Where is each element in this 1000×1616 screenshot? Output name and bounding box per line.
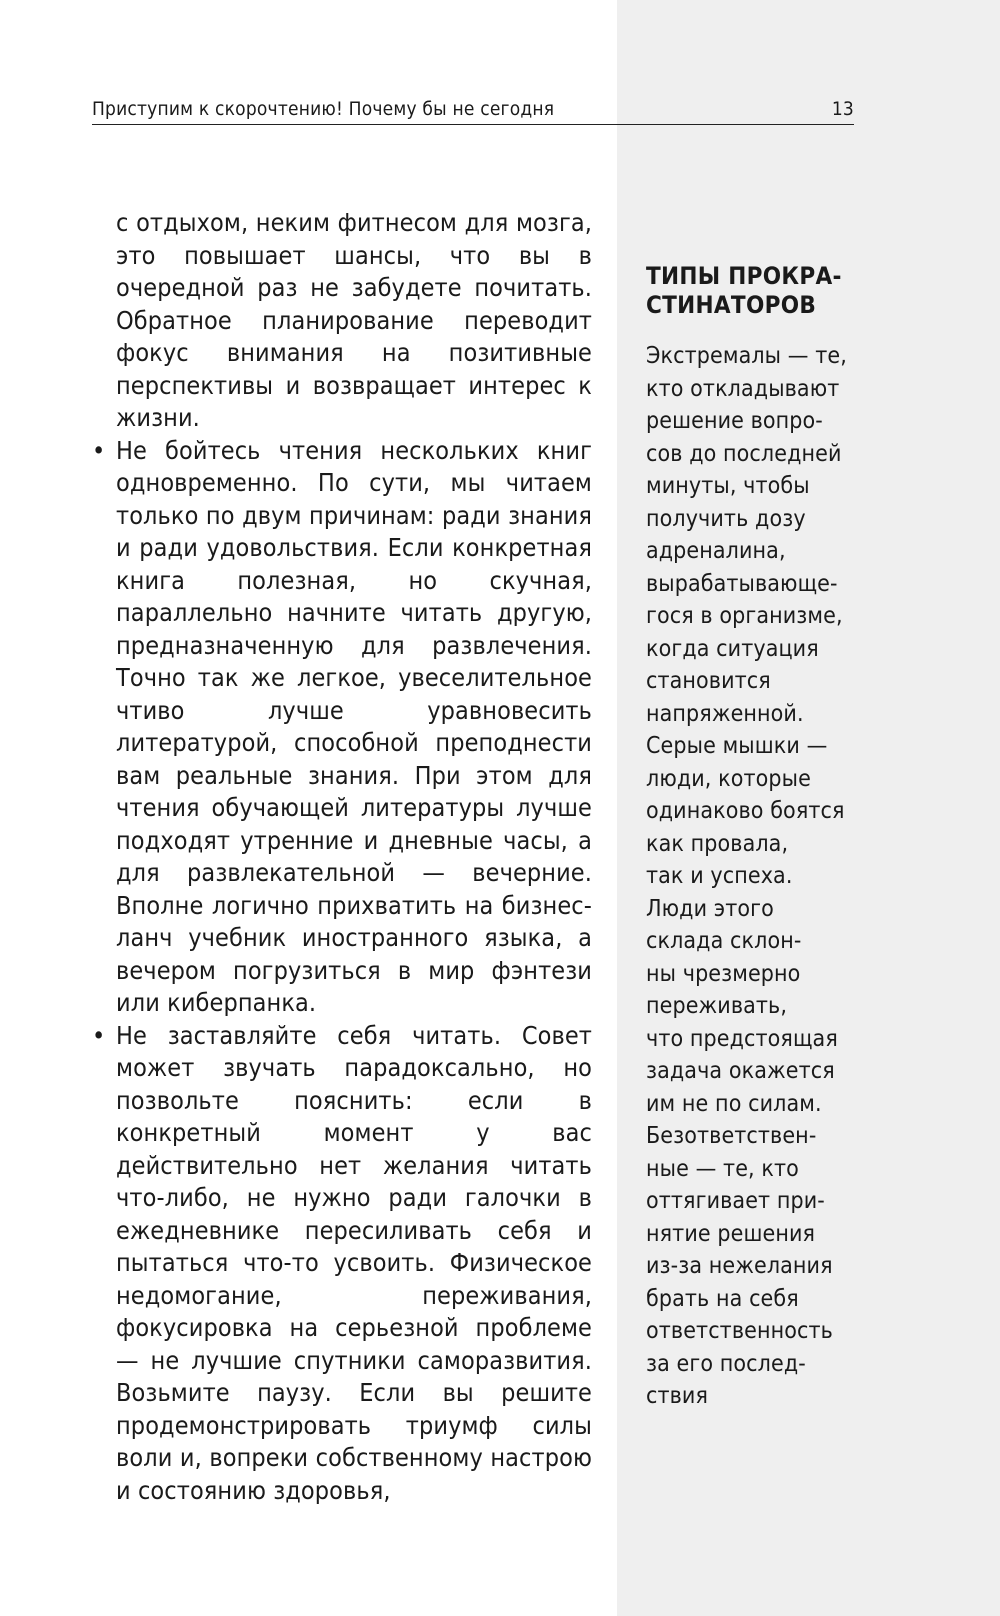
sidebar-line: ответственность bbox=[646, 1318, 833, 1344]
sidebar-line: получить дозу bbox=[646, 505, 806, 532]
sidebar-line: им не по силам. bbox=[646, 1090, 822, 1117]
sidebar-text bbox=[646, 340, 868, 1413]
sidebar-line: когда ситуация bbox=[646, 635, 819, 662]
page-number: 13 bbox=[831, 98, 854, 120]
running-header bbox=[92, 98, 854, 125]
sidebar-line: ны чрезмерно bbox=[646, 960, 801, 987]
sidebar-line: ствия bbox=[646, 1383, 709, 1409]
sidebar-line: одинаково боятся bbox=[646, 798, 845, 824]
list-item-text: Не заставляйте себя читать. Совет может звучать парадоксально, но позвольте пояснить: если в конкретный момент у вас действительно нет желания читать что-либо, не нужно ради галочки в ежедневнике пересиливать себя и пытаться что-то усвоить. Физическое недомогание, переживания, фокусировка на серьезной проблеме — не лучшие спутники саморазвития. Возьмите паузу. Если вы решите продемонстрировать триумф силы воли и, вопреки собственному настрою и состоянию здоровья, bbox=[116, 1020, 592, 1505]
bullet-icon: • bbox=[92, 1020, 106, 1050]
sidebar-line: брать на себя bbox=[646, 1285, 799, 1312]
bullet-icon: • bbox=[92, 435, 106, 465]
sidebar-line: задача окажется bbox=[646, 1058, 835, 1084]
sidebar-line: адреналина, bbox=[646, 538, 786, 564]
sidebar-line: Люди этого bbox=[646, 895, 774, 922]
sidebar-line: склада склон- bbox=[646, 928, 802, 954]
sidebar-heading-line: ТИПЫ ПРОКРА- bbox=[646, 262, 842, 290]
sidebar-line: становится bbox=[646, 668, 771, 694]
sidebar-line: люди, которые bbox=[646, 765, 811, 792]
sidebar-line: решение вопро- bbox=[646, 408, 823, 434]
sidebar-line: переживать, bbox=[646, 993, 788, 1019]
sidebar-line: вырабатывающе- bbox=[646, 570, 838, 597]
sidebar-line: Серые мышки — bbox=[646, 733, 828, 759]
sidebar-line: сов до последней bbox=[646, 440, 842, 467]
main-column bbox=[92, 207, 592, 1507]
chapter-title: Приступим к скорочтению! Почему бы не сегодня bbox=[92, 98, 555, 120]
sidebar-heading-line: СТИНАТОРОВ bbox=[646, 291, 817, 319]
list-item bbox=[92, 1020, 592, 1508]
sidebar-line: минуты, чтобы bbox=[646, 473, 810, 499]
sidebar-line: Экстремалы — те, bbox=[646, 343, 847, 369]
sidebar-line: за его послед- bbox=[646, 1350, 806, 1377]
continuation-paragraph: с отдыхом, неким фитнесом для мозга, это повышает шансы, что вы в очередной раз не забудете почитать. Обратное планирование переводит фокус внимания на позитивные перспективы и возвращает интерес к жизни. bbox=[116, 208, 592, 432]
sidebar-line: оттягивает при- bbox=[646, 1188, 825, 1214]
sidebar-heading bbox=[646, 262, 866, 320]
sidebar-line: кто откладывают bbox=[646, 375, 840, 402]
sidebar-line: нятие решения bbox=[646, 1220, 816, 1247]
sidebar-line: ные — те, кто bbox=[646, 1155, 799, 1182]
sidebar-line: напряженной. bbox=[646, 700, 804, 727]
sidebar-line: так и успеха. bbox=[646, 863, 793, 889]
list-item bbox=[92, 435, 592, 1020]
sidebar-line: из-за нежелания bbox=[646, 1253, 833, 1279]
sidebar-line: Безответствен- bbox=[646, 1123, 817, 1149]
bullet-list bbox=[92, 435, 592, 1508]
sidebar-line: что предстоящая bbox=[646, 1025, 838, 1052]
sidebar-line: гося в организме, bbox=[646, 603, 843, 629]
list-item-text: Не бойтесь чтения нескольких книг одновременно. По сути, мы читаем только по двум причинам: ради знания и ради удовольствия. Если конкретная книга полезная, но скучная, параллельно начните читать другую, предназначенную для развлечения. Точно так же легкое, увеселительное чтиво лучше уравновесить литературой, способной преподнести вам реальные знания. При этом для чтения обучающей литературы лучше подходят утренние и дневные часы, а для развлекательной — вечерние. Вполне логично прихватить на бизнес-ланч учебник иностранного языка, а вечером погрузиться в мир фэнтези или киберпанка. bbox=[116, 435, 592, 1017]
sidebar-line: как провала, bbox=[646, 830, 789, 857]
